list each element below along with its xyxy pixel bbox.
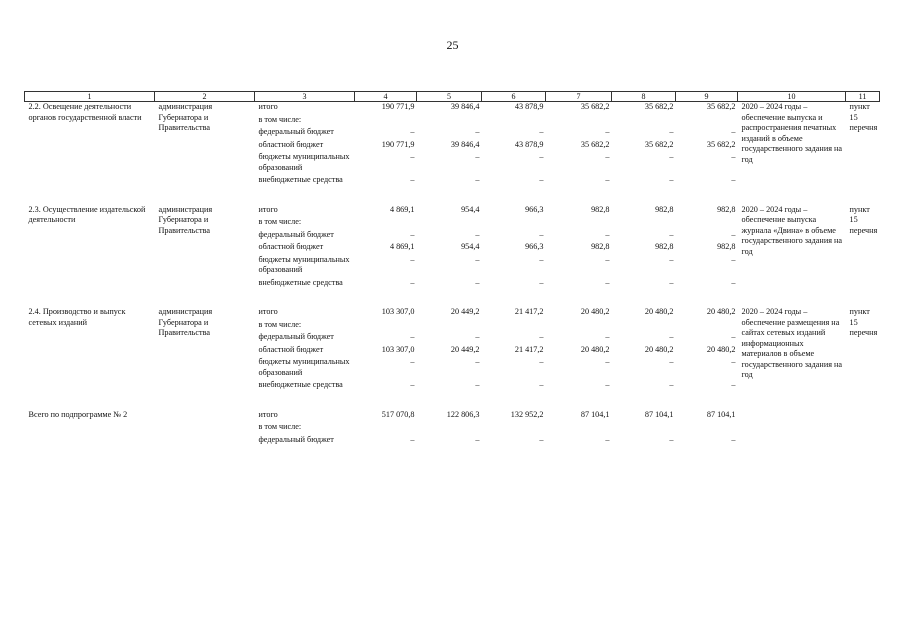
- amount-cell: [676, 113, 738, 126]
- amount-cell: –: [539, 434, 544, 444]
- amount-cell: –: [731, 357, 736, 366]
- amount-cell: [546, 113, 612, 126]
- column-number: 1: [25, 92, 155, 102]
- amount-cell: 20 449,2: [450, 307, 480, 316]
- amount-cell: 39 846,4: [450, 102, 480, 111]
- amount-cell: –: [539, 357, 544, 366]
- amount-cell: –: [410, 277, 415, 287]
- amount-cell: –: [475, 127, 480, 136]
- amount-cell: –: [669, 152, 674, 161]
- amount-cell: 20 480,2: [580, 344, 610, 354]
- amount-cell: –: [731, 277, 736, 287]
- funding-source: федеральный бюджет: [258, 127, 334, 136]
- amount-cell: –: [475, 434, 480, 444]
- amount-cell: –: [475, 152, 480, 161]
- amount-cell: –: [475, 332, 480, 341]
- funding-source: бюджеты муниципальных образований: [258, 357, 350, 377]
- funding-source: в том числе:: [258, 217, 302, 226]
- amount-cell: 4 869,1: [389, 204, 415, 214]
- column-number: 7: [546, 92, 612, 102]
- funding-source: в том числе:: [258, 114, 302, 124]
- section-title: Всего по подпрограмме № 2: [28, 409, 128, 419]
- amount-cell: –: [410, 332, 415, 341]
- amount-cell: –: [605, 434, 610, 444]
- amount-cell: 39 846,4: [450, 139, 480, 149]
- amount-cell: –: [410, 229, 415, 239]
- amount-cell: [676, 215, 738, 228]
- amount-cell: –: [475, 357, 480, 366]
- list-reference: [846, 410, 880, 446]
- amount-cell: –: [539, 332, 544, 341]
- amount-cell: 43 878,9: [514, 139, 544, 149]
- table-row: [25, 205, 880, 216]
- table-row: [25, 410, 880, 421]
- amount-cell: –: [669, 229, 674, 239]
- amount-cell: [355, 215, 417, 228]
- column-number: 5: [417, 92, 482, 102]
- column-number-row: [25, 92, 880, 102]
- amount-cell: 35 682,2: [644, 139, 674, 149]
- amount-cell: [482, 420, 546, 433]
- section-executor: администрация Губернатора и Правительства: [158, 204, 213, 235]
- amount-cell: 966,3: [525, 242, 544, 251]
- column-number: 10: [738, 92, 846, 102]
- funding-source: внебюджетные средства: [258, 380, 343, 389]
- amount-cell: –: [731, 127, 736, 136]
- table-body: [25, 102, 880, 446]
- amount-cell: –: [669, 175, 674, 184]
- expected-result: 2020 – 2024 годы – обеспечение размещения на сайтах сетевых изданий информационных материалов в объеме государственного задания на год: [741, 307, 843, 379]
- budget-table: [24, 91, 880, 445]
- amount-cell: –: [669, 332, 674, 341]
- amount-cell: –: [539, 175, 544, 184]
- funding-source: бюджеты муниципальных образований: [258, 254, 350, 274]
- expected-result: [738, 410, 846, 446]
- amount-cell: 20 480,2: [706, 307, 736, 316]
- amount-cell: [612, 318, 676, 331]
- amount-cell: 87 104,1: [644, 409, 674, 419]
- funding-source: федеральный бюджет: [258, 229, 334, 239]
- amount-cell: –: [539, 127, 544, 136]
- amount-cell: 982,8: [591, 242, 610, 251]
- amount-cell: 132 952,2: [510, 409, 544, 419]
- amount-cell: –: [475, 277, 480, 287]
- amount-cell: 966,3: [525, 204, 544, 214]
- amount-cell: [482, 318, 546, 331]
- amount-cell: 35 682,2: [706, 139, 736, 149]
- section-executor: администрация Губернатора и Правительства: [158, 102, 213, 132]
- amount-cell: [355, 318, 417, 331]
- amount-cell: –: [410, 254, 415, 264]
- amount-cell: 190 771,9: [381, 102, 415, 111]
- funding-source: итого: [258, 307, 278, 316]
- amount-cell: 20 480,2: [644, 307, 674, 316]
- amount-cell: [417, 318, 482, 331]
- table-row: [25, 102, 880, 113]
- amount-cell: –: [731, 229, 736, 239]
- section-spacer: [25, 391, 880, 410]
- amount-cell: –: [605, 357, 610, 366]
- funding-source: областной бюджет: [258, 242, 324, 251]
- amount-cell: –: [731, 434, 736, 444]
- amount-cell: [482, 113, 546, 126]
- amount-cell: 954,4: [461, 242, 480, 251]
- amount-cell: 190 771,9: [381, 139, 415, 149]
- amount-cell: –: [539, 229, 544, 239]
- amount-cell: [546, 318, 612, 331]
- amount-cell: –: [475, 380, 480, 389]
- section-title: 2.4. Производство и выпуск сетевых изданий: [28, 307, 126, 327]
- funding-source: в том числе:: [258, 319, 302, 329]
- amount-cell: 982,8: [591, 204, 610, 214]
- column-number: 3: [255, 92, 355, 102]
- funding-source: итого: [258, 409, 278, 419]
- amount-cell: [417, 113, 482, 126]
- amount-cell: –: [539, 152, 544, 161]
- amount-cell: 982,8: [655, 242, 674, 251]
- amount-cell: –: [605, 175, 610, 184]
- amount-cell: 954,4: [461, 204, 480, 214]
- amount-cell: –: [605, 380, 610, 389]
- amount-cell: –: [605, 152, 610, 161]
- amount-cell: –: [539, 380, 544, 389]
- column-number: 9: [676, 92, 738, 102]
- amount-cell: –: [605, 127, 610, 136]
- funding-source: в том числе:: [258, 422, 302, 431]
- amount-cell: –: [605, 254, 610, 264]
- section-spacer: [25, 186, 880, 205]
- funding-source: итого: [258, 204, 278, 214]
- amount-cell: [676, 318, 738, 331]
- amount-cell: [482, 215, 546, 228]
- amount-cell: 103 307,0: [381, 307, 415, 316]
- amount-cell: –: [539, 254, 544, 264]
- amount-cell: [612, 113, 676, 126]
- amount-cell: 122 806,3: [446, 409, 480, 419]
- expected-result: 2020 – 2024 годы – обеспечение выпуска и распространения печатных изданий в объеме государственного задания на год: [741, 102, 843, 164]
- amount-cell: –: [669, 277, 674, 287]
- page-number: 25: [446, 38, 459, 52]
- column-number: 6: [482, 92, 546, 102]
- amount-cell: 4 869,1: [389, 242, 415, 251]
- amount-cell: [546, 420, 612, 433]
- amount-cell: –: [669, 380, 674, 389]
- amount-cell: 35 682,2: [580, 102, 610, 111]
- amount-cell: 87 104,1: [580, 409, 610, 419]
- amount-cell: [355, 420, 417, 433]
- amount-cell: 35 682,2: [706, 102, 736, 111]
- section-title: 2.2. Освещение деятельности органов государственной власти: [28, 102, 142, 122]
- funding-source: областной бюджет: [258, 344, 324, 354]
- amount-cell: –: [410, 380, 415, 389]
- funding-source: итого: [258, 102, 278, 111]
- amount-cell: –: [410, 152, 415, 161]
- expected-result: 2020 – 2024 годы – обеспечение выпуска журнала «Двина» в объеме государственного задания на год: [741, 204, 843, 256]
- column-number: 8: [612, 92, 676, 102]
- amount-cell: 20 480,2: [644, 344, 674, 354]
- column-number: 11: [846, 92, 880, 102]
- section-executor: [155, 410, 255, 446]
- amount-cell: –: [669, 127, 674, 136]
- section-executor: администрация Губернатора и Правительства: [158, 307, 213, 337]
- amount-cell: 43 878,9: [514, 102, 544, 111]
- column-number: 2: [155, 92, 255, 102]
- amount-cell: –: [669, 254, 674, 264]
- section-spacer: [25, 288, 880, 307]
- amount-cell: 21 417,2: [514, 344, 544, 354]
- amount-cell: –: [731, 254, 736, 264]
- amount-cell: –: [605, 332, 610, 341]
- funding-source: внебюджетные средства: [258, 277, 343, 287]
- amount-cell: –: [475, 254, 480, 264]
- amount-cell: –: [475, 175, 480, 184]
- amount-cell: [355, 113, 417, 126]
- amount-cell: –: [669, 357, 674, 366]
- amount-cell: –: [731, 332, 736, 341]
- amount-cell: [676, 420, 738, 433]
- column-number: 4: [355, 92, 417, 102]
- amount-cell: 20 480,2: [706, 344, 736, 354]
- amount-cell: –: [731, 380, 736, 389]
- amount-cell: –: [410, 357, 415, 366]
- amount-cell: [417, 420, 482, 433]
- funding-source: бюджеты муниципальных образований: [258, 152, 350, 172]
- section-title: 2.3. Осуществление издательской деятельности: [28, 204, 146, 224]
- amount-cell: 982,8: [655, 204, 674, 214]
- amount-cell: 35 682,2: [644, 102, 674, 111]
- amount-cell: 21 417,2: [514, 307, 544, 316]
- amount-cell: –: [410, 127, 415, 136]
- amount-cell: 20 480,2: [580, 307, 610, 316]
- amount-cell: 982,8: [717, 204, 736, 214]
- amount-cell: –: [475, 229, 480, 239]
- amount-cell: –: [539, 277, 544, 287]
- amount-cell: 87 104,1: [706, 409, 736, 419]
- amount-cell: [546, 215, 612, 228]
- funding-source: областной бюджет: [258, 139, 324, 149]
- amount-cell: [612, 420, 676, 433]
- list-reference: пункт 15 перечня: [849, 307, 878, 337]
- amount-cell: 982,8: [717, 242, 736, 251]
- funding-source: федеральный бюджет: [258, 332, 334, 341]
- funding-source: внебюджетные средства: [258, 175, 343, 184]
- list-reference: пункт 15 перечня: [849, 102, 878, 132]
- amount-cell: –: [410, 175, 415, 184]
- amount-cell: –: [605, 229, 610, 239]
- amount-cell: –: [410, 434, 415, 444]
- amount-cell: [417, 215, 482, 228]
- table-row: [25, 307, 880, 318]
- amount-cell: –: [605, 277, 610, 287]
- funding-source: федеральный бюджет: [258, 434, 334, 444]
- list-reference: пункт 15 перечня: [849, 204, 878, 235]
- amount-cell: –: [731, 175, 736, 184]
- amount-cell: 103 307,0: [381, 344, 415, 354]
- amount-cell: –: [731, 152, 736, 161]
- amount-cell: [612, 215, 676, 228]
- amount-cell: 35 682,2: [580, 139, 610, 149]
- amount-cell: 20 449,2: [450, 344, 480, 354]
- amount-cell: –: [669, 434, 674, 444]
- amount-cell: 517 070,8: [381, 409, 415, 419]
